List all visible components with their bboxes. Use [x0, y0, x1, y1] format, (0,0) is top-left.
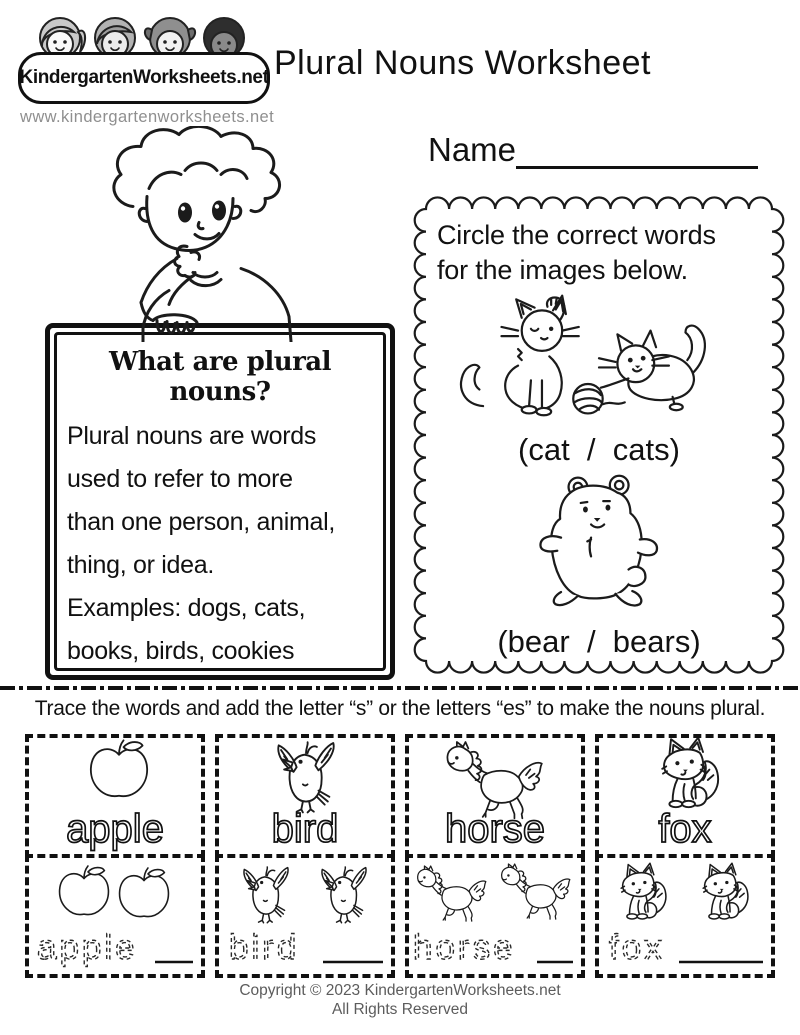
name-row: [428, 130, 758, 169]
trace-column-apple: [25, 734, 205, 978]
foxes-icon: [621, 863, 748, 919]
apple-icon: [91, 740, 147, 796]
bird-icon: [278, 742, 333, 812]
info-box-title: What are plural nouns?: [108, 347, 332, 407]
plural-box-fox[interactable]: [595, 854, 775, 978]
trace-column-bird: [215, 734, 395, 978]
cats-illustration: [439, 292, 759, 430]
info-box-line: than one person, animal,: [67, 508, 335, 536]
logo-text: KindergartenWorksheets.net: [19, 67, 269, 88]
bear-choices[interactable]: (bear / bears): [497, 624, 701, 659]
circle-instruction-line1: Circle the correct words: [437, 220, 716, 250]
copyright-text: Copyright © 2023 KindergartenWorksheets.net: [239, 982, 561, 999]
trace-word-fox[interactable]: fox: [609, 928, 665, 967]
birds-icon: [244, 867, 366, 923]
website-url: www.kindergartenworksheets.net: [20, 108, 275, 126]
footer: [0, 981, 800, 1019]
fox-icon: [662, 738, 718, 807]
trace-instruction: Trace the words and add the letter “s” or the letters “es” to make the nouns plural.: [34, 697, 766, 720]
circle-instruction-line2: for the images below.: [437, 255, 688, 285]
info-box-inner: [54, 332, 386, 671]
singular-word-apple: apple: [66, 807, 164, 851]
singular-word-horse: horse: [444, 807, 546, 851]
info-box-line: Examples: dogs, cats,: [67, 594, 306, 622]
singular-box-apple: [25, 734, 205, 858]
horses-icon: [418, 864, 570, 921]
page-title: Plural Nouns Worksheet: [274, 44, 651, 82]
plural-box-bird[interactable]: [215, 854, 395, 978]
singular-box-horse: [405, 734, 585, 858]
singular-word-bird: bird: [271, 807, 339, 851]
thinking-boy-illustration: [95, 126, 327, 342]
trace-column-horse: [405, 734, 585, 978]
info-box: [45, 323, 395, 680]
plural-box-horse[interactable]: [405, 854, 585, 978]
plural-box-apple[interactable]: [25, 854, 205, 978]
trace-word-horse[interactable]: horse: [413, 928, 516, 967]
dash-dot-divider: [0, 686, 800, 690]
cat-choices[interactable]: (cat / cats): [518, 432, 680, 467]
circle-activity-box: [413, 196, 785, 674]
info-box-line: Plural nouns are words: [67, 422, 317, 450]
singular-box-bird: [215, 734, 395, 858]
trace-word-bird[interactable]: bird: [229, 928, 300, 967]
singular-box-fox: [595, 734, 775, 858]
rights-text: All Rights Reserved: [331, 1001, 469, 1018]
singular-word-fox: fox: [658, 807, 712, 851]
trace-column-fox: [595, 734, 775, 978]
info-box-line: books, birds, cookies: [67, 637, 295, 665]
info-box-line: thing, or idea.: [67, 551, 214, 579]
name-blank-line[interactable]: [516, 130, 758, 169]
trace-word-apple[interactable]: apple: [37, 928, 138, 967]
name-label: Name: [428, 131, 517, 168]
info-box-line: used to refer to more: [67, 465, 293, 493]
apples-icon: [60, 866, 169, 917]
logo-banner: [18, 52, 270, 104]
bear-illustration: [517, 472, 682, 622]
